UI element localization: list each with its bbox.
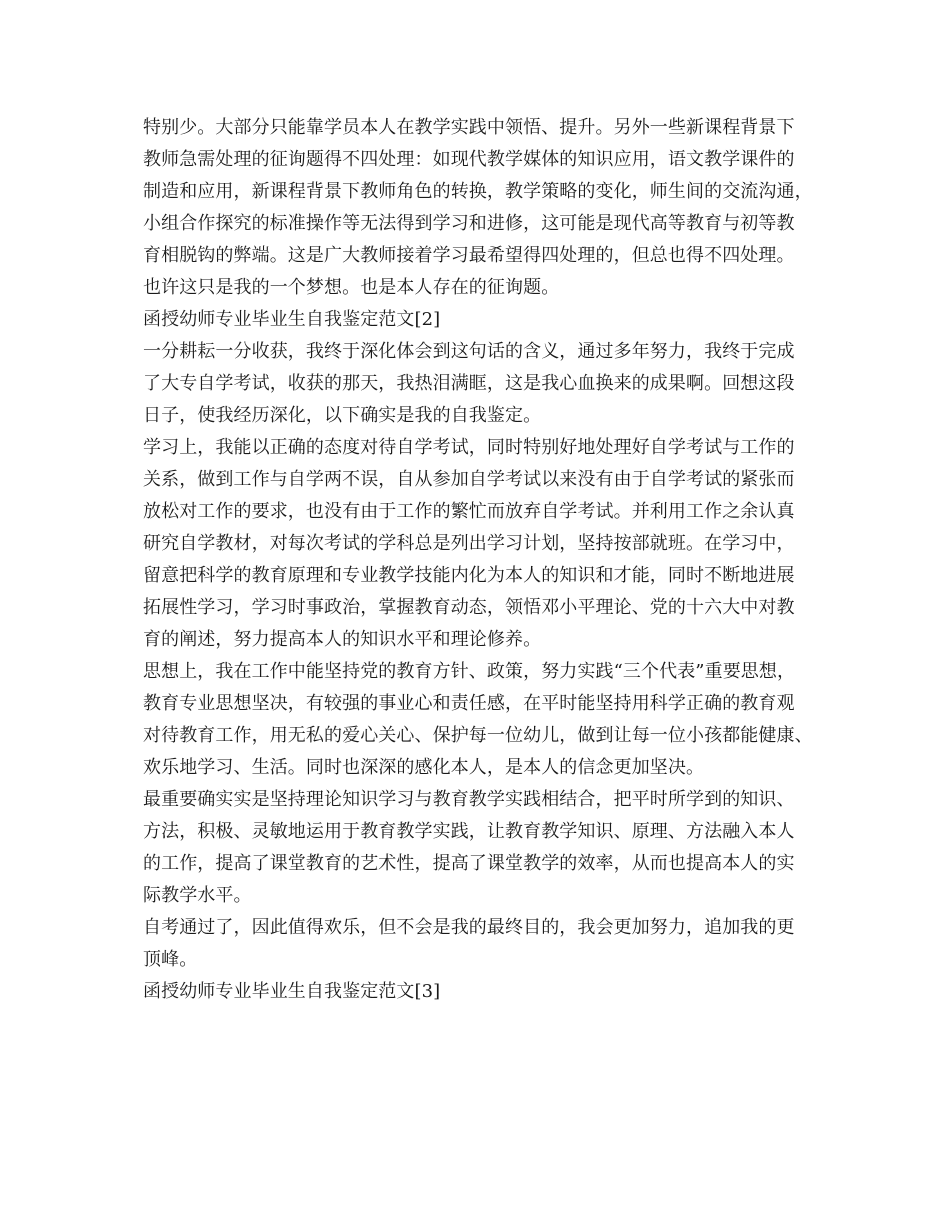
text-line: 关系，做到工作与自学两不误，自从参加自学考试以来没有由于自学考试的紧张而 bbox=[143, 469, 795, 490]
text-line: 拓展性学习，学习时事政治，掌握教育动态，领悟邓小平理论、党的十六大中对教 bbox=[143, 597, 795, 618]
text-line: 育的阐述，努力提高本人的知识水平和理论修养。 bbox=[143, 629, 542, 650]
text-line: 特别少。大部分只能靠学员本人在教学实践中领悟、提升。另外一些新课程背景下 bbox=[143, 117, 795, 138]
text-line: 最重要确实实是坚持理论知识学习与教育教学实践相结合，把平时所学到的知识、 bbox=[143, 789, 795, 810]
text-line: 顶峰。 bbox=[143, 949, 198, 970]
text-line: 留意把科学的教育原理和专业教学技能内化为本人的知识和才能，同时不断地进展 bbox=[143, 565, 795, 586]
text-line: 育相脱钩的弊端。这是广大教师接着学习最希望得四处理的，但总也得不四处理。 bbox=[143, 245, 795, 266]
text-line: 的工作，提高了课堂教育的艺术性，提高了课堂教学的效率，从而也提高本人的实 bbox=[143, 853, 795, 874]
text-line: 思想上，我在工作中能坚持党的教育方针、政策，努力实践“三个代表”重要思想， bbox=[143, 661, 796, 682]
text-line: 一分耕耘一分收获，我终于深化体会到这句话的含义，通过多年努力，我终于完成 bbox=[143, 341, 795, 362]
text-line: 学习上，我能以正确的态度对待自学考试，同时特别好地处理好自学考试与工作的 bbox=[143, 437, 795, 458]
text-line: 制造和应用，新课程背景下教师角色的转换，教学策略的变化，师生间的交流沟通， bbox=[143, 181, 813, 202]
text-line: 日子，使我经历深化，以下确实是我的自我鉴定。 bbox=[143, 405, 542, 426]
text-line: 际教学水平。 bbox=[143, 885, 252, 906]
text-line: 放松对工作的要求，也没有由于工作的繁忙而放弃自学考试。并利用工作之余认真 bbox=[143, 501, 795, 522]
section-heading: 函授幼师专业毕业生自我鉴定范文[2] bbox=[143, 309, 441, 330]
text-line: 对待教育工作，用无私的爱心关心、保护每一位幼儿，做到让每一位小孩都能健康、 bbox=[143, 725, 813, 746]
text-line: 欢乐地学习、生活。同时也深深的感化本人，是本人的信念更加坚决。 bbox=[143, 757, 705, 778]
section-heading: 函授幼师专业毕业生自我鉴定范文[3] bbox=[143, 981, 441, 1002]
text-line: 自考通过了，因此值得欢乐，但不会是我的最终目的，我会更加努力，追加我的更 bbox=[143, 917, 795, 938]
text-line: 方法，积极、灵敏地运用于教育教学实践，让教育教学知识、原理、方法融入本人 bbox=[143, 821, 795, 842]
text-line: 也许这只是我的一个梦想。也是本人存在的征询题。 bbox=[143, 277, 560, 298]
text-line: 小组合作探究的标准操作等无法得到学习和进修，这可能是现代高等教育与初等教 bbox=[143, 213, 795, 234]
text-line: 研究自学教材，对每次考试的学科总是列出学习计划，坚持按部就班。在学习中， bbox=[143, 533, 795, 554]
text-line: 教育专业思想坚决，有较强的事业心和责任感，在平时能坚持用科学正确的教育观 bbox=[143, 693, 795, 714]
text-line: 了大专自学考试，收获的那天，我热泪满眶，这是我心血换来的成果啊。回想这段 bbox=[143, 373, 795, 394]
document-page bbox=[143, 112, 823, 1008]
text-line: 教师急需处理的征询题得不四处理：如现代教学媒体的知识应用，语文教学课件的 bbox=[143, 149, 795, 170]
